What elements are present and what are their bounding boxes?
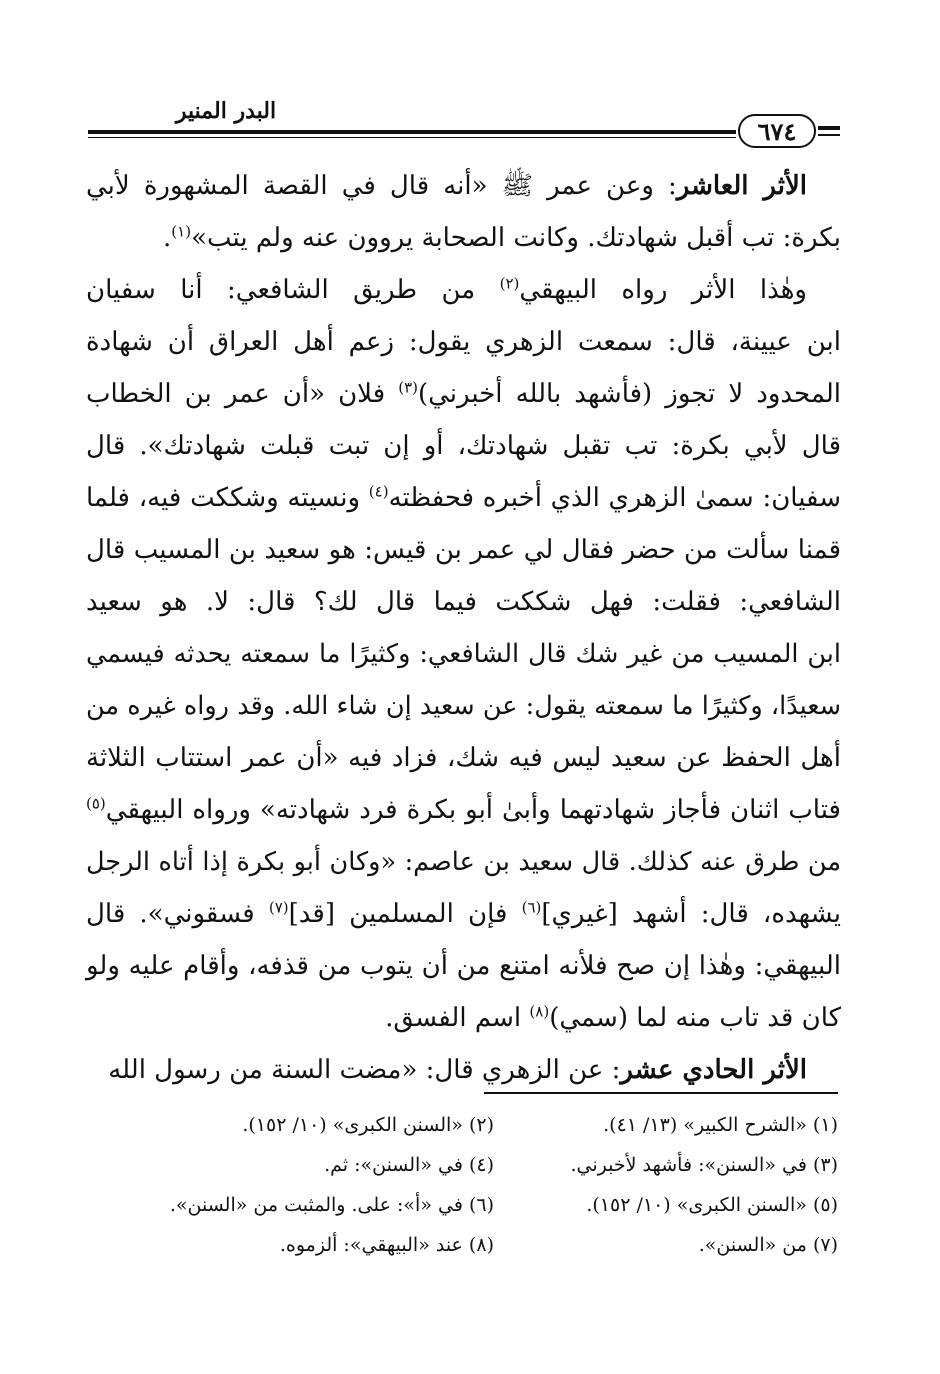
footnote: (١) «الشرح الكبير» (١٣/ ٤١). [603,1114,838,1136]
footnote-separator [484,1092,838,1094]
text-line: البيهقي: وهٰذا إن صح فلأنه امتنع من أن يتوب من قذفه، وأقام عليه ولو [86,951,841,981]
header-cap-thick [818,126,840,130]
footnote: (٤) في «السنن»: ثم. [324,1154,494,1176]
footnotes [150,1105,838,1265]
text-line: وهٰذا الأثر رواه البيهقي$^{(٢)}$ من طريق الشافعي: أنا سفيان [86,274,807,305]
footnote: (٥) «السنن الكبرى» (١٠/ ١٥٢). [586,1194,838,1216]
text-line: قمنا سألت من حضر فقال لي عمر بن قيس: هو سعيد بن المسيب قال [86,535,841,565]
footnote: (٢) «السنن الكبرى» (١٠/ ١٥٢). [242,1114,494,1136]
page-number: ٦٧٤ [738,114,816,148]
text-line: أهل الحفظ عن سعيد ليس فيه شك، فزاد فيه «أن عمر استتاب الثلاثة [86,743,841,773]
footnote-row [150,1225,838,1265]
text-line: من طرق عنه كذلك. قال سعيد بن عاصم: «وكان أبو بكرة إذا أتاه الرجل [86,847,841,877]
footnote: (٧) من «السنن». [698,1234,838,1256]
footnote-row [150,1185,838,1225]
text-line: ابن عيينة، قال: سمعت الزهري يقول: زعم أهل العراق أن شهادة [86,327,841,357]
text-line: قال لأبي بكرة: تب تقبل شهادتك، أو إن تبت قبلت شهادتك». قال [86,431,841,461]
text-line: بكرة: تب أقبل شهادتك. وكانت الصحابة يروون عنه ولم يتب»$^{(١)}$. [163,222,841,253]
text-line: الأثر الحادي عشر: عن الزهري قال: «مضت السنة من رسول الله [108,1055,807,1085]
text-line: سفيان: سمىٰ الزهري الذي أخبره فحفظته$^{(٤)}$ ونسيته وشككت فيه، فلما [86,482,841,513]
header-rule-thin [88,137,736,138]
running-title: البدر المنير [175,98,277,124]
header-rule-thick [88,130,736,134]
text-line: فتاب اثنان فأجاز شهادتهما وأبىٰ أبو بكرة فرد شهادته» ورواه البيهقي$^{(٥)}$ [86,794,841,825]
text-line: الأثر العاشر: وعن عمر ﷺ «أنه قال في القصة المشهورة لأبي [86,171,807,201]
text-line: ابن المسيب من غير شك قال الشافعي: وكثيرًا ما سمعته يحدثه فيسمي [86,639,841,669]
header-cap-thin [818,134,840,136]
text-line: سعيدًا، وكثيرًا ما سمعته يقول: عن سعيد إن شاء الله. وقد رواه غيره من [86,691,841,721]
text-line: المحدود لا تجوز (فأشهد بالله أخبرني)$^{(٣)}$ فلان «أن عمر بن الخطاب [86,378,841,409]
text-line: الشافعي: فقلت: فهل شككت فيما قال لك؟ قال: لا. هو سعيد [86,587,841,617]
footnote-row [150,1145,838,1185]
main-text [86,160,841,1096]
footnote: (٦) في «أ»: على. والمثبت من «السنن». [169,1194,494,1216]
footnote-row [150,1105,838,1145]
text-line: يشهده، قال: أشهد [غيري]$^{(٦)}$ فإن المسلمين [قد]$^{(٧)}$ فسقوني». قال [86,898,842,929]
footnote: (٣) في «السنن»: فأشهد لأخبرني. [570,1154,838,1176]
text-line: كان قد تاب منه لما (سمي)$^{(٨)}$ اسم الفسق. [385,1002,841,1033]
footnote: (٨) عند «البيهقي»: ألزموه. [279,1234,494,1256]
running-header [88,88,840,148]
